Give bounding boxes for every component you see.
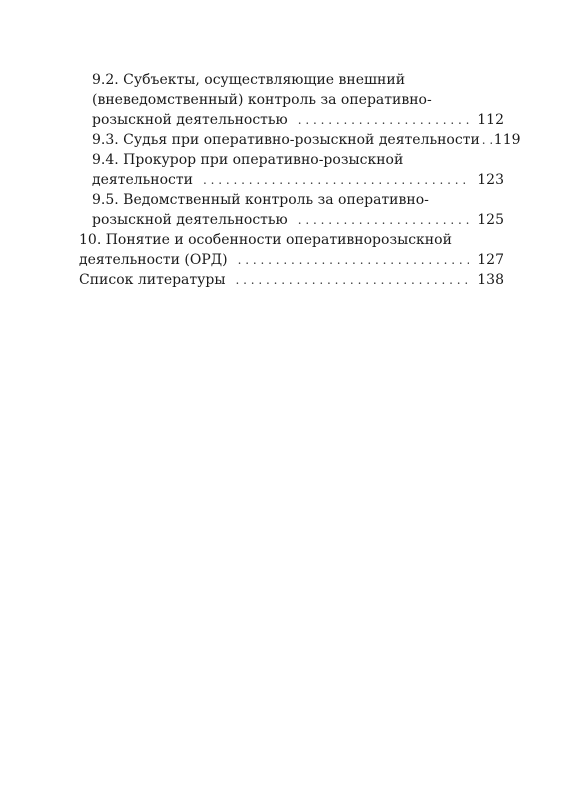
toc-page-number: 112 (477, 112, 504, 128)
toc-entry-bibliography[interactable] (79, 270, 504, 290)
dot-leader (482, 130, 492, 150)
toc-entry-title-line: розыскной деятельностью (92, 212, 288, 228)
toc-entry-title-line: 9.4. Прокурор при оперативно-розыскной (92, 152, 404, 168)
table-of-contents (79, 70, 521, 290)
toc-entry-title-line: деятельности (ОРД) (79, 252, 228, 268)
toc-entry-title-line: (вневедомственный) контроль за оперативно- (92, 92, 432, 108)
toc-entry-title-line: розыскной деятельностью (92, 112, 288, 128)
toc-entry-9-2[interactable] (79, 70, 504, 130)
toc-entry-title-line: 9.5. Ведомственный контроль за оперативно- (92, 192, 429, 208)
toc-entry-10[interactable] (79, 230, 504, 270)
toc-entry-title-line: 10. Понятие и особенности оперативнорозыскной (79, 232, 452, 248)
toc-page-number: 127 (477, 252, 504, 268)
toc-entry-9-5[interactable] (79, 190, 504, 230)
dot-leader (203, 170, 469, 190)
toc-page-number: 138 (477, 272, 504, 288)
dot-leader (238, 250, 470, 270)
toc-entry-9-4[interactable] (79, 150, 504, 190)
toc-entry-title-line: деятельности (92, 172, 193, 188)
toc-entry-title-line: 9.2. Субъекты, осуществляющие внешний (92, 72, 406, 88)
toc-page-number: 125 (477, 212, 504, 228)
toc-entry-title-line: 9.3. Судья при оперативно-розыскной деятельности (92, 132, 480, 148)
dot-leader (236, 270, 470, 290)
toc-entry-9-3[interactable] (79, 130, 521, 150)
toc-page-number: 119 (493, 132, 521, 148)
dot-leader (298, 210, 470, 230)
toc-page-number: 123 (477, 172, 504, 188)
dot-leader (298, 110, 470, 130)
toc-entry-title-line: Список литературы (79, 272, 226, 288)
